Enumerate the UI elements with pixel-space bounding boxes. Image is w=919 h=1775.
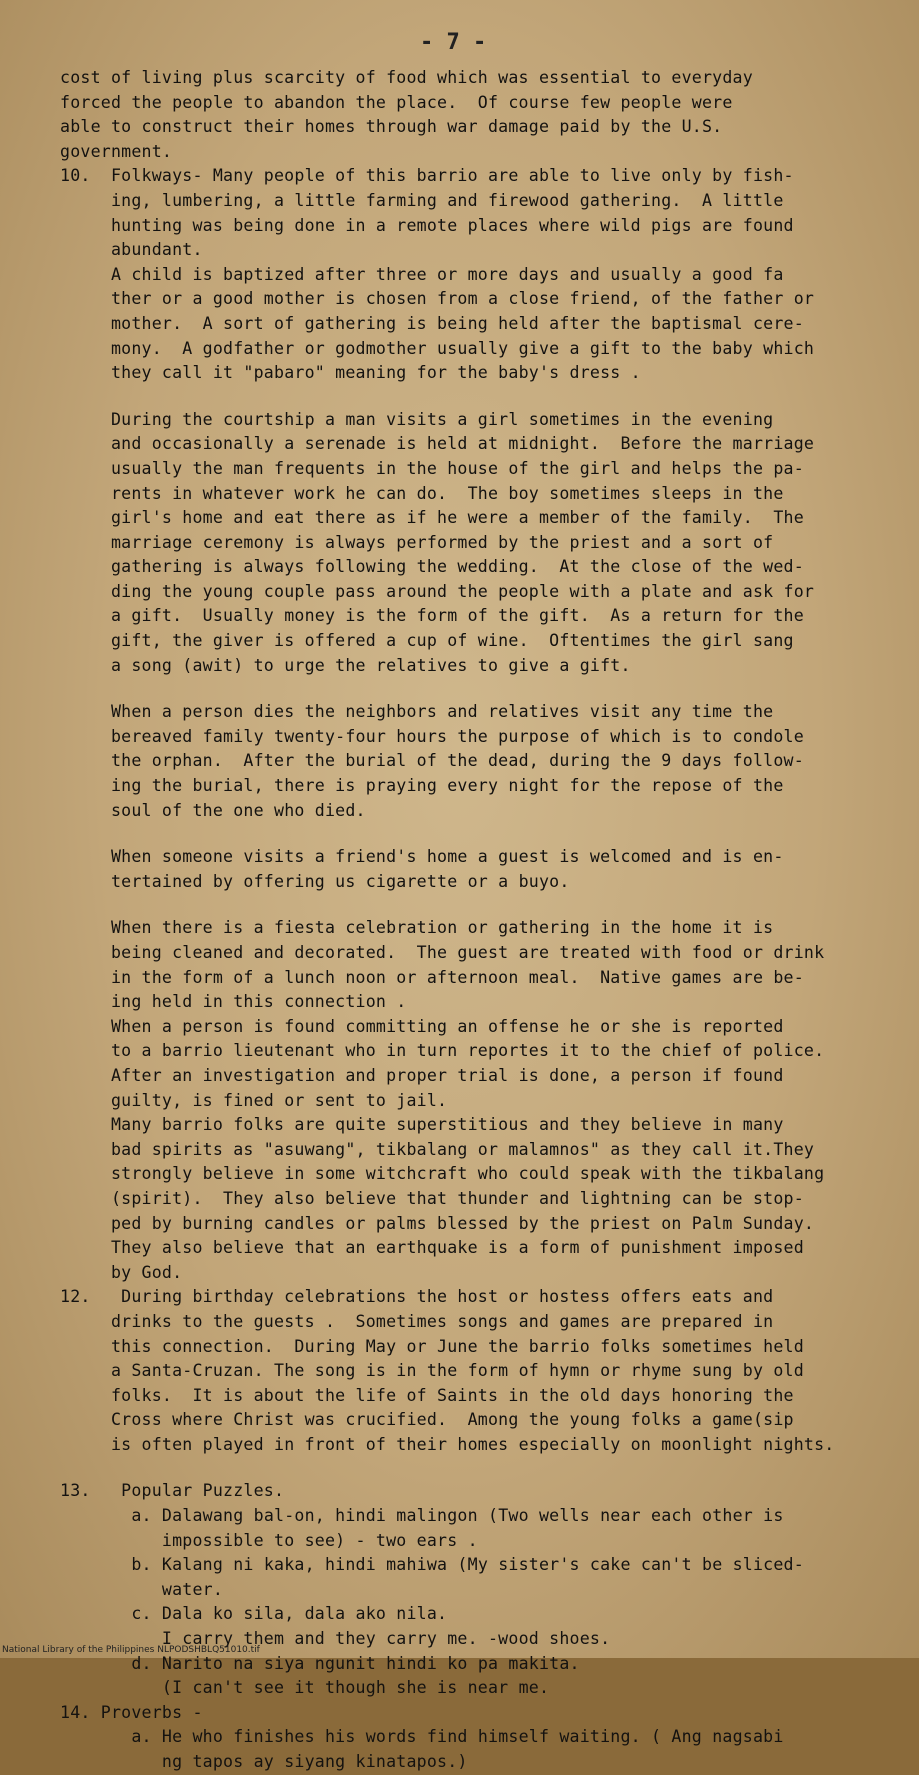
paragraph-courtship: During the courtship a man visits a girl sometimes in the evening and occasionally a serenade is held at midnight. Before the marriage usually the man frequents in the house of the girl and helps the pa- rents in whatever work he can do. The boy sometimes sleeps in the girl's home and eat there as if he were a member of the family. The marriage ceremony is always performed by the priest and a sort of gathering is always following the wedding. At the close of the wed- ding the young couple pass around the people with a plate and ask for a gift. Usually money is the form of the gift. As a return for the gift, the giver is offered a cup of wine. Oftentimes the girl sang a song (awit) to urge the relatives to give a gift. xyxy=(110,409,815,675)
paragraph-folkways: 10. Folkways- Many people of this barrio are able to live only by fish- ing, lumbering, a little farming and firewood gathering. A little hunting was being done in a remote places where wild pigs are found abundant. xyxy=(60,166,794,260)
spacer xyxy=(60,678,890,700)
puzzle-d: d. Narito na siya ngunit hindi ko pa makita. (I can't see it though she is near me. xyxy=(131,1653,580,1698)
document-body xyxy=(60,66,890,1775)
paragraph-superstitions: Many barrio folks are quite superstitious and they believe in many bad spirits as "asuwang", tikbalang or malamnos" as they call it.They strongly believe in some witchcraft who could speak with the tikbalang (spirit). They also believe that thunder and lightning can be stop- ped by burning candles or palms blessed by the priest on Palm Sunday. They also believe that an earthquake is a form of punishment imposed by God. xyxy=(110,1115,825,1282)
paragraph-fiesta: When there is a fiesta celebration or gathering in the home it is being cleaned and decorated. The guest are treated with food or drink in the form of a lunch noon or afternoon meal. Native games are be- ing held in this connection . xyxy=(110,918,825,1012)
spacer xyxy=(60,386,890,408)
spacer xyxy=(60,894,890,916)
proverb-a: a. He who finishes his words find himself waiting. ( Ang nagsabi ng tapos ay siyang kinatapos.) xyxy=(131,1727,784,1771)
paragraph-intro: cost of living plus scarcity of food which was essential to everyday forced the people to abandon the place. Of course few people were able to construct their homes through war damage paid by the U.S. government. xyxy=(60,68,753,161)
heading-puzzles: 13. Popular Puzzles. xyxy=(60,1481,285,1501)
paragraph-visits: When someone visits a friend's home a guest is welcomed and is en- tertained by offering us cigarette or a buyo. xyxy=(110,847,784,891)
paragraph-death: When a person dies the neighbors and relatives visit any time the bereaved family twenty-four hours the purpose of which is to condole the orphan. After the burial of the dead, during the 9 days follow- ing the burial, there is praying every night for the repose of the soul of the one who died. xyxy=(110,702,804,820)
paragraph-baptism: A child is baptized after three or more days and usually a good fa ther or a good mother is chosen from a close friend, of the father or mother. A sort of gathering is being held after the baptismal cere- mony. A godfather or godmother usually give a gift to the baby which they call it "pabaro" meaning for the baby's dress . xyxy=(110,264,815,383)
spacer xyxy=(60,823,890,845)
spacer xyxy=(60,1457,890,1479)
paragraph-offense: When a person is found committing an offense he or she is reported to a barrio lieutenant who in turn reportes it to the chief of police. After an investigation and proper trial is done, a person if found guilty, is fined or sent to jail. xyxy=(110,1016,825,1110)
puzzle-b: b. Kalang ni kaka, hindi mahiwa (My sister's cake can't be sliced- water. xyxy=(131,1555,804,1599)
puzzle-a: a. Dalawang bal-on, hindi malingon (Two wells near each other is impossible to see) - two ears . xyxy=(131,1506,784,1550)
heading-proverbs: 14. Proverbs - xyxy=(60,1702,203,1722)
page-number: - 7 - xyxy=(420,30,487,55)
footer-source: National Library of the Philippines NLPODSHBLQ51010.tif xyxy=(2,1645,260,1655)
puzzle-c: c. Dala ko sila, dala ako nila. I carry them and they carry me. -wood shoes. xyxy=(131,1604,611,1649)
paragraph-birthdays: 12. During birthday celebrations the host or hostess offers eats and drinks to the guests . Sometimes songs and games are prepared in this connection. During May or June the barrio folks sometimes held a Santa-Cruzan. The song is in the form of hymn or rhyme sung by old folks. It is about the life of Saints in the old days honoring the Cross where Christ was crucified. Among the young folks a game(sip is often played in front of their homes especially on moonlight nights. xyxy=(60,1287,835,1454)
